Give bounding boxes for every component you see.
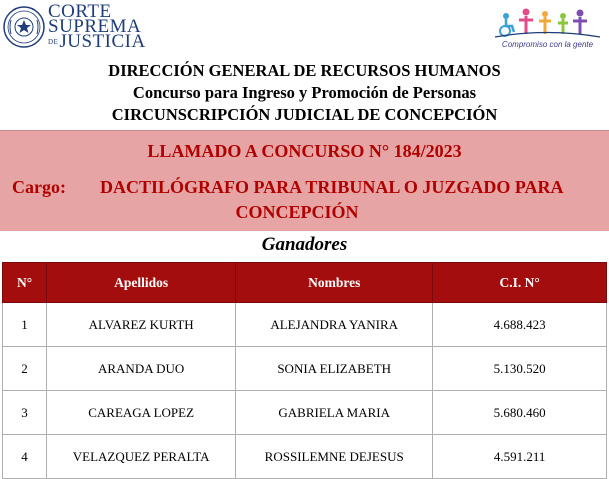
cell-id: 4.591.211 — [433, 435, 607, 479]
column-header-id: C.I. N° — [433, 263, 607, 303]
table-row — [3, 303, 607, 347]
title-line-3: CIRCUNSCRIPCIÓN JUDICIAL DE CONCEPCIÓN — [111, 105, 498, 124]
logo-line-3 — [48, 31, 146, 52]
cell-surnames: CAREAGA LOPEZ — [47, 391, 236, 435]
people-icon — [490, 4, 605, 40]
table-row — [3, 347, 607, 391]
section-title: Ganadores — [261, 234, 348, 255]
cell-id: 5.680.460 — [433, 391, 607, 435]
seal-icon — [3, 6, 45, 48]
cell-number: 1 — [3, 303, 47, 347]
cell-names: GABRIELA MARIA — [236, 391, 433, 435]
header-logos — [0, 0, 609, 56]
cargo-label: Cargo: — [12, 177, 66, 197]
document-titles — [0, 60, 609, 126]
winners-table — [2, 262, 607, 479]
column-header-names: Nombres — [236, 263, 433, 303]
cell-surnames: ALVAREZ KURTH — [47, 303, 236, 347]
cell-names: ROSSILEMNE DEJESUS — [236, 435, 433, 479]
cell-surnames: ARANDA DUO — [47, 347, 236, 391]
cell-names: SONIA ELIZABETH — [236, 347, 433, 391]
corte-suprema-logo — [48, 1, 146, 52]
title-line-2: Concurso para Ingreso y Promoción de Personas — [132, 83, 477, 102]
logo-de: DE — [48, 38, 59, 47]
cell-number: 2 — [3, 347, 47, 391]
cell-id: 4.688.423 — [433, 303, 607, 347]
logo-line-1: CORTE — [48, 1, 112, 22]
contest-number: LLAMADO A CONCURSO N° 184/2023 — [147, 141, 462, 161]
table-row — [3, 391, 607, 435]
title-line-1: DIRECCIÓN GENERAL DE RECURSOS HUMANOS — [108, 61, 501, 80]
table-header-row — [3, 263, 607, 303]
table-row — [3, 435, 607, 479]
compromiso-logo — [490, 4, 605, 54]
contest-banner — [0, 130, 609, 231]
cargo-value-line-1: DACTILÓGRAFO PARA TRIBUNAL O JUZGADO PARA — [100, 177, 564, 197]
logo-line-2: SUPREMA — [48, 16, 142, 37]
cell-id: 5.130.520 — [433, 347, 607, 391]
position-title — [12, 175, 602, 225]
cell-number: 3 — [3, 391, 47, 435]
cell-names: ALEJANDRA YANIRA — [236, 303, 433, 347]
column-header-number: N° — [3, 263, 47, 303]
slogan: Compromiso con la gente — [501, 40, 594, 49]
column-header-surnames: Apellidos — [47, 263, 236, 303]
cell-number: 4 — [3, 435, 47, 479]
logo-justicia: JUSTICIA — [59, 31, 146, 52]
cargo-value-line-2: CONCEPCIÓN — [235, 202, 359, 222]
cell-surnames: VELAZQUEZ PERALTA — [47, 435, 236, 479]
